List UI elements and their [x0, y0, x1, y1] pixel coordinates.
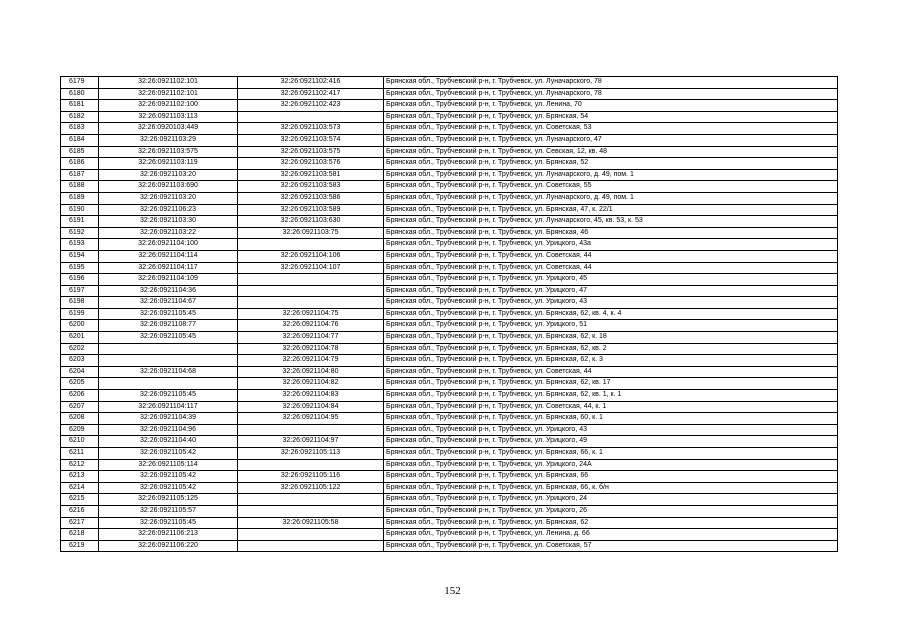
table-row	[61, 262, 838, 274]
cadastral-registry-table	[60, 76, 838, 552]
land-cadastral-number-cell	[99, 355, 238, 367]
table-row	[61, 227, 838, 239]
row-number-cell: 6183	[61, 123, 99, 135]
row-number-cell: 6217	[61, 517, 99, 529]
row-number-cell: 6213	[61, 471, 99, 483]
row-number-cell: 6201	[61, 332, 99, 344]
address-cell: Брянская обл., Трубчевский р-н, г. Трубчевск, ул. Луначарского, 47	[384, 134, 838, 146]
object-cadastral-number-cell: 32:26:0921104:75	[238, 308, 384, 320]
land-cadastral-number-cell: 32:26:0921104:39	[99, 413, 238, 425]
land-cadastral-number-cell: 32:26:0921103:113	[99, 111, 238, 123]
table-row	[61, 123, 838, 135]
object-cadastral-number-cell	[238, 529, 384, 541]
address-cell: Брянская обл., Трубчевский р-н, г. Трубчевск, ул. Советская, 44	[384, 250, 838, 262]
address-cell: Брянская обл., Трубчевский р-н, г. Трубчевск, ул. Урицкого, 26	[384, 505, 838, 517]
address-cell: Брянская обл., Трубчевский р-н, г. Трубчевск, ул. Луначарского, 78	[384, 88, 838, 100]
row-number-cell: 6214	[61, 482, 99, 494]
land-cadastral-number-cell: 32:26:0921103:22	[99, 227, 238, 239]
row-number-cell: 6191	[61, 216, 99, 228]
row-number-cell: 6203	[61, 355, 99, 367]
row-number-cell: 6208	[61, 413, 99, 425]
land-cadastral-number-cell: 32:26:0921103:119	[99, 158, 238, 170]
land-cadastral-number-cell	[99, 343, 238, 355]
object-cadastral-number-cell: 32:26:0921104:77	[238, 332, 384, 344]
object-cadastral-number-cell: 32:26:0921105:122	[238, 482, 384, 494]
object-cadastral-number-cell: 32:26:0921105:116	[238, 471, 384, 483]
row-number-cell: 6195	[61, 262, 99, 274]
address-cell: Брянская обл., Трубчевский р-н, г. Трубчевск, ул. Луначарского, д. 49, пом. 1	[384, 169, 838, 181]
land-cadastral-number-cell: 32:26:0921104:117	[99, 401, 238, 413]
row-number-cell: 6218	[61, 529, 99, 541]
table-row	[61, 459, 838, 471]
table-row	[61, 158, 838, 170]
row-number-cell: 6207	[61, 401, 99, 413]
table-row	[61, 529, 838, 541]
address-cell: Брянская обл., Трубчевский р-н, г. Трубчевск, ул. Советская, 57	[384, 540, 838, 552]
address-cell: Брянская обл., Трубчевский р-н, г. Трубчевск, ул. Советская, 55	[384, 181, 838, 193]
object-cadastral-number-cell	[238, 505, 384, 517]
address-cell: Брянская обл., Трубчевский р-н, г. Трубчевск, ул. Луначарского, 78	[384, 77, 838, 89]
row-number-cell: 6186	[61, 158, 99, 170]
land-cadastral-number-cell: 32:26:0921108:77	[99, 320, 238, 332]
table-row	[61, 471, 838, 483]
row-number-cell: 6187	[61, 169, 99, 181]
table-row	[61, 169, 838, 181]
table-row	[61, 146, 838, 158]
object-cadastral-number-cell: 32:26:0921103:75	[238, 227, 384, 239]
table-row	[61, 216, 838, 228]
land-cadastral-number-cell: 32:26:0921105:42	[99, 482, 238, 494]
address-cell: Брянская обл., Трубчевский р-н, г. Трубчевск, ул. Советская, 44	[384, 262, 838, 274]
row-number-cell: 6209	[61, 424, 99, 436]
land-cadastral-number-cell: 32:26:0921105:42	[99, 471, 238, 483]
object-cadastral-number-cell: 32:26:0921104:106	[238, 250, 384, 262]
address-cell: Брянская обл., Трубчевский р-н, г. Трубчевск, ул. Брянская, 66, к. б/н	[384, 482, 838, 494]
land-cadastral-number-cell: 32:26:0921104:100	[99, 239, 238, 251]
row-number-cell: 6185	[61, 146, 99, 158]
object-cadastral-number-cell	[238, 274, 384, 286]
table-row	[61, 320, 838, 332]
table-row	[61, 424, 838, 436]
address-cell: Брянская обл., Трубчевский р-н, г. Трубчевск, ул. Советская, 44	[384, 366, 838, 378]
row-number-cell: 6190	[61, 204, 99, 216]
object-cadastral-number-cell	[238, 239, 384, 251]
row-number-cell: 6211	[61, 448, 99, 460]
table-row	[61, 192, 838, 204]
land-cadastral-number-cell: 32:26:0921104:96	[99, 424, 238, 436]
address-cell: Брянская обл., Трубчевский р-н, г. Трубчевск, ул. Урицкого, 43	[384, 424, 838, 436]
address-cell: Брянская обл., Трубчевский р-н, г. Трубчевск, ул. Брянская, 60, к. 1	[384, 413, 838, 425]
land-cadastral-number-cell: 32:26:0921105:125	[99, 494, 238, 506]
address-cell: Брянская обл., Трубчевский р-н, г. Трубчевск, ул. Брянская, 62	[384, 517, 838, 529]
row-number-cell: 6180	[61, 88, 99, 100]
land-cadastral-number-cell: 32:26:0921105:45	[99, 308, 238, 320]
row-number-cell: 6199	[61, 308, 99, 320]
land-cadastral-number-cell: 32:26:0921104:68	[99, 366, 238, 378]
object-cadastral-number-cell: 32:26:0921103:575	[238, 146, 384, 158]
address-cell: Брянская обл., Трубчевский р-н, г. Трубчевск, ул. Урицкого, 49	[384, 436, 838, 448]
address-cell: Брянская обл., Трубчевский р-н, г. Трубчевск, ул. Урицкого, 45	[384, 274, 838, 286]
table-row	[61, 274, 838, 286]
table-row	[61, 413, 838, 425]
address-cell: Брянская обл., Трубчевский р-н, г. Трубчевск, ул. Брянская, 62, к. 3	[384, 355, 838, 367]
object-cadastral-number-cell: 32:26:0921103:574	[238, 134, 384, 146]
address-cell: Брянская обл., Трубчевский р-н, г. Трубчевск, ул. Урицкого, 24А	[384, 459, 838, 471]
land-cadastral-number-cell: 32:26:0921102:101	[99, 77, 238, 89]
object-cadastral-number-cell: 32:26:0921104:95	[238, 413, 384, 425]
address-cell: Брянская обл., Трубчевский р-н, г. Трубчевск, ул. Брянская, 62, кв. 2	[384, 343, 838, 355]
address-cell: Брянская обл., Трубчевский р-н, г. Трубчевск, ул. Брянская, 47, к. 22/1	[384, 204, 838, 216]
row-number-cell: 6182	[61, 111, 99, 123]
row-number-cell: 6181	[61, 100, 99, 112]
object-cadastral-number-cell	[238, 111, 384, 123]
table-row	[61, 297, 838, 309]
object-cadastral-number-cell	[238, 459, 384, 471]
land-cadastral-number-cell	[99, 378, 238, 390]
object-cadastral-number-cell	[238, 285, 384, 297]
land-cadastral-number-cell: 32:26:0921106:213	[99, 529, 238, 541]
row-number-cell: 6216	[61, 505, 99, 517]
table-row	[61, 482, 838, 494]
land-cadastral-number-cell: 32:26:0921105:45	[99, 332, 238, 344]
row-number-cell: 6206	[61, 390, 99, 402]
land-cadastral-number-cell: 32:26:0921104:117	[99, 262, 238, 274]
land-cadastral-number-cell: 32:26:0921102:101	[99, 88, 238, 100]
land-cadastral-number-cell: 32:26:0921104:114	[99, 250, 238, 262]
object-cadastral-number-cell: 32:26:0921103:581	[238, 169, 384, 181]
object-cadastral-number-cell	[238, 297, 384, 309]
row-number-cell: 6202	[61, 343, 99, 355]
address-cell: Брянская обл., Трубчевский р-н, г. Трубчевск, ул. Урицкого, 51	[384, 320, 838, 332]
object-cadastral-number-cell: 32:26:0921103:630	[238, 216, 384, 228]
object-cadastral-number-cell: 32:26:0921104:84	[238, 401, 384, 413]
table-row	[61, 390, 838, 402]
table-row	[61, 517, 838, 529]
address-cell: Брянская обл., Трубчевский р-н, г. Трубчевск, ул. Луначарского, 45, кв. 53, к. 53	[384, 216, 838, 228]
address-cell: Брянская обл., Трубчевский р-н, г. Трубчевск, ул. Брянская, 46	[384, 227, 838, 239]
table-row	[61, 540, 838, 552]
land-cadastral-number-cell: 32:26:0921104:109	[99, 274, 238, 286]
land-cadastral-number-cell: 32:26:0921105:114	[99, 459, 238, 471]
table-row	[61, 332, 838, 344]
object-cadastral-number-cell: 32:26:0921102:423	[238, 100, 384, 112]
table-row	[61, 100, 838, 112]
table-row	[61, 343, 838, 355]
land-cadastral-number-cell: 32:26:0921103:20	[99, 169, 238, 181]
land-cadastral-number-cell: 32:26:0921106:23	[99, 204, 238, 216]
table-row	[61, 494, 838, 506]
land-cadastral-number-cell: 32:26:0920103:449	[99, 123, 238, 135]
object-cadastral-number-cell: 32:26:0921105:113	[238, 448, 384, 460]
address-cell: Брянская обл., Трубчевский р-н, г. Трубчевск, ул. Урицкого, 43	[384, 297, 838, 309]
object-cadastral-number-cell: 32:26:0921103:589	[238, 204, 384, 216]
address-cell: Брянская обл., Трубчевский р-н, г. Трубчевск, ул. Советская, 53	[384, 123, 838, 135]
land-cadastral-number-cell: 32:26:0921105:45	[99, 517, 238, 529]
object-cadastral-number-cell: 32:26:0921103:583	[238, 181, 384, 193]
object-cadastral-number-cell: 32:26:0921104:97	[238, 436, 384, 448]
address-cell: Брянская обл., Трубчевский р-н, г. Трубчевск, ул. Брянская, 62, кв. 4, к. 4	[384, 308, 838, 320]
address-cell: Брянская обл., Трубчевский р-н, г. Трубчевск, ул. Брянская, 66	[384, 471, 838, 483]
address-cell: Брянская обл., Трубчевский р-н, г. Трубчевск, ул. Брянская, 62, кв. 1, к. 1	[384, 390, 838, 402]
table-row	[61, 77, 838, 89]
row-number-cell: 6184	[61, 134, 99, 146]
land-cadastral-number-cell: 32:26:0921105:42	[99, 448, 238, 460]
row-number-cell: 6192	[61, 227, 99, 239]
object-cadastral-number-cell: 32:26:0921104:79	[238, 355, 384, 367]
object-cadastral-number-cell	[238, 424, 384, 436]
table-row	[61, 204, 838, 216]
address-cell: Брянская обл., Трубчевский р-н, г. Трубчевск, ул. Ленина, 70	[384, 100, 838, 112]
address-cell: Брянская обл., Трубчевский р-н, г. Трубчевск, ул. Урицкого, 24	[384, 494, 838, 506]
land-cadastral-number-cell: 32:26:0921106:220	[99, 540, 238, 552]
row-number-cell: 6219	[61, 540, 99, 552]
table-row	[61, 250, 838, 262]
row-number-cell: 6197	[61, 285, 99, 297]
row-number-cell: 6212	[61, 459, 99, 471]
address-cell: Брянская обл., Трубчевский р-н, г. Трубчевск, ул. Брянская, 62, к. 18	[384, 332, 838, 344]
table-row	[61, 355, 838, 367]
table-row	[61, 285, 838, 297]
land-cadastral-number-cell: 32:26:0921104:40	[99, 436, 238, 448]
land-cadastral-number-cell: 32:26:0921103:575	[99, 146, 238, 158]
table-row	[61, 239, 838, 251]
table-row	[61, 378, 838, 390]
table-row	[61, 366, 838, 378]
land-cadastral-number-cell: 32:26:0921102:100	[99, 100, 238, 112]
address-cell: Брянская обл., Трубчевский р-н, г. Трубчевск, ул. Брянская, 66, к. 1	[384, 448, 838, 460]
row-number-cell: 6215	[61, 494, 99, 506]
row-number-cell: 6179	[61, 77, 99, 89]
table-row	[61, 111, 838, 123]
land-cadastral-number-cell: 32:26:0921103:29	[99, 134, 238, 146]
address-cell: Брянская обл., Трубчевский р-н, г. Трубчевск, ул. Ленина, д. 66	[384, 529, 838, 541]
object-cadastral-number-cell: 32:26:0921104:76	[238, 320, 384, 332]
row-number-cell: 6193	[61, 239, 99, 251]
object-cadastral-number-cell: 32:26:0921104:78	[238, 343, 384, 355]
address-cell: Брянская обл., Трубчевский р-н, г. Трубчевск, ул. Луначарского, д. 49, пом. 1	[384, 192, 838, 204]
table-row	[61, 181, 838, 193]
address-cell: Брянская обл., Трубчевский р-н, г. Трубчевск, ул. Урицкого, 47	[384, 285, 838, 297]
row-number-cell: 6200	[61, 320, 99, 332]
land-cadastral-number-cell: 32:26:0921105:57	[99, 505, 238, 517]
object-cadastral-number-cell	[238, 494, 384, 506]
object-cadastral-number-cell: 32:26:0921102:416	[238, 77, 384, 89]
land-cadastral-number-cell: 32:26:0921105:45	[99, 390, 238, 402]
land-cadastral-number-cell: 32:26:0921103:20	[99, 192, 238, 204]
table-row	[61, 436, 838, 448]
address-cell: Брянская обл., Трубчевский р-н, г. Трубчевск, ул. Брянская, 54	[384, 111, 838, 123]
table-row	[61, 448, 838, 460]
row-number-cell: 6194	[61, 250, 99, 262]
object-cadastral-number-cell	[238, 540, 384, 552]
address-cell: Брянская обл., Трубчевский р-н, г. Трубчевск, ул. Севская, 12, кв. 48	[384, 146, 838, 158]
row-number-cell: 6210	[61, 436, 99, 448]
land-cadastral-number-cell: 32:26:0921103:30	[99, 216, 238, 228]
row-number-cell: 6205	[61, 378, 99, 390]
address-cell: Брянская обл., Трубчевский р-н, г. Трубчевск, ул. Брянская, 52	[384, 158, 838, 170]
object-cadastral-number-cell: 32:26:0921103:576	[238, 158, 384, 170]
object-cadastral-number-cell: 32:26:0921104:80	[238, 366, 384, 378]
object-cadastral-number-cell: 32:26:0921103:573	[238, 123, 384, 135]
address-cell: Брянская обл., Трубчевский р-н, г. Трубчевск, ул. Брянская, 62, кв. 17	[384, 378, 838, 390]
table-row	[61, 88, 838, 100]
row-number-cell: 6198	[61, 297, 99, 309]
table-row	[61, 134, 838, 146]
object-cadastral-number-cell: 32:26:0921104:82	[238, 378, 384, 390]
row-number-cell: 6188	[61, 181, 99, 193]
row-number-cell: 6196	[61, 274, 99, 286]
address-cell: Брянская обл., Трубчевский р-н, г. Трубчевск, ул. Советская, 44, к. 1	[384, 401, 838, 413]
page-number: 152	[444, 585, 461, 597]
address-cell: Брянская обл., Трубчевский р-н, г. Трубчевск, ул. Урицкого, 43а	[384, 239, 838, 251]
land-cadastral-number-cell: 32:26:0921104:67	[99, 297, 238, 309]
row-number-cell: 6189	[61, 192, 99, 204]
land-cadastral-number-cell: 32:26:0921103:690	[99, 181, 238, 193]
object-cadastral-number-cell: 32:26:0921105:58	[238, 517, 384, 529]
registry-table-body	[61, 77, 838, 552]
land-cadastral-number-cell: 32:26:0921104:36	[99, 285, 238, 297]
table-row	[61, 505, 838, 517]
table-row	[61, 308, 838, 320]
object-cadastral-number-cell: 32:26:0921104:83	[238, 390, 384, 402]
object-cadastral-number-cell: 32:26:0921104:107	[238, 262, 384, 274]
object-cadastral-number-cell: 32:26:0921102:417	[238, 88, 384, 100]
table-row	[61, 401, 838, 413]
object-cadastral-number-cell: 32:26:0921103:586	[238, 192, 384, 204]
row-number-cell: 6204	[61, 366, 99, 378]
